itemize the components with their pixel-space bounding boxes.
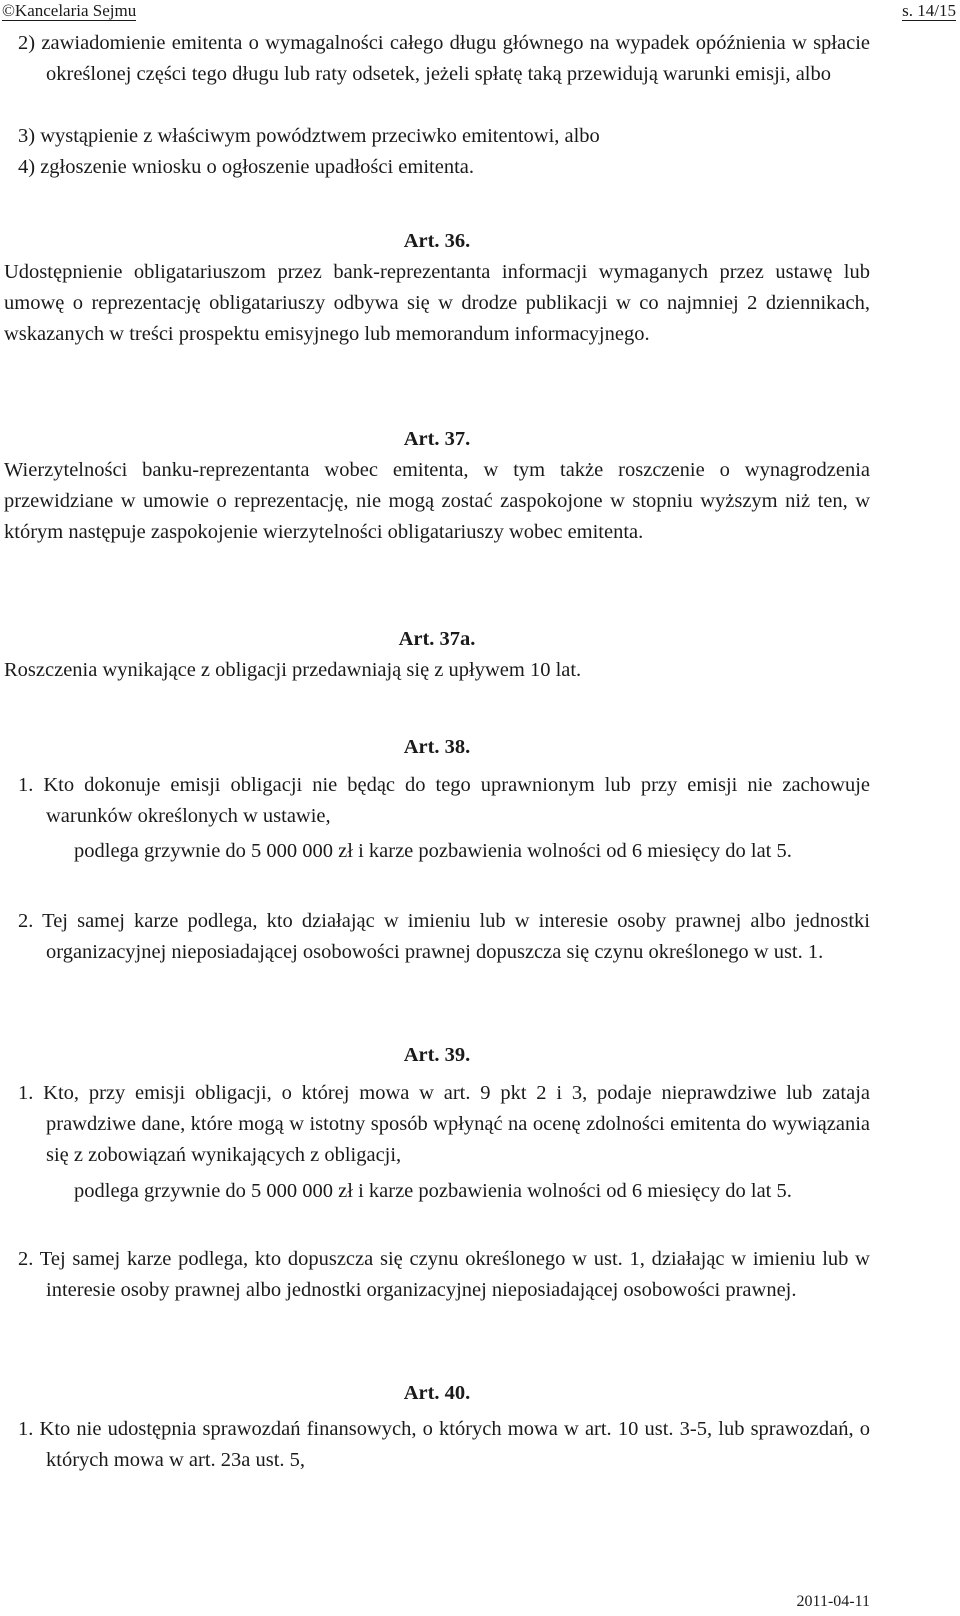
article-38-sanction: podlega grzywnie do 5 000 000 zł i karze pozbawienia wolności od 6 miesięcy do lat 5. xyxy=(74,840,792,862)
article-38-paragraph-2: 2. Tej samej karze podlega, kto działając w imieniu lub w interesie osoby prawnej albo jednostki organizacyjnej nieposiadającej osobowości prawnej dopuszcza się czynu określonego w ust. 1. xyxy=(18,910,870,963)
header-page-number: s. 14/15 xyxy=(902,1,956,20)
list-item: 2) zawiadomienie emitenta o wymagalności całego długu głównego na wypadek opóźnienia w spłacie określonej części tego długu lub raty odsetek, jeżeli spłatę taką przewidują warunki emisji, albo xyxy=(18,32,870,85)
article-40-paragraph-1: 1. Kto nie udostępnia sprawozdań finansowych, o których mowa w art. 10 ust. 3-5, lub sprawozdań, o których mowa w art. 23a ust. 5, xyxy=(18,1418,870,1471)
article-text-37: Wierzytelności banku-reprezentanta wobec emitenta, w tym także roszczenie o wynagrodzenia przewidziane w umowie o reprezentację, nie mogą zostać zaspokojone w stopniu wyższym niż ten, w którym następuje zaspokojenie wierzytelności obligatariuszy wobec emitenta. xyxy=(4,459,870,543)
article-38-paragraph-1: 1. Kto dokonuje emisji obligacji nie będąc do tego uprawnionym lub przy emisji nie zachowuje warunków określonych w ustawie, xyxy=(18,774,870,827)
article-39-paragraph-1: 1. Kto, przy emisji obligacji, o której mowa w art. 9 pkt 2 i 3, podaje nieprawdziwe lub zataja prawdziwe dane, które mogą w istotny sposób wpłynąć na ocenę zdolności emitenta do wywiązania się z zobowiązań wynikających z obligacji, xyxy=(18,1082,870,1166)
article-39-sanction: podlega grzywnie do 5 000 000 zł i karze pozbawienia wolności od 6 miesięcy do lat 5. xyxy=(74,1180,792,1202)
article-heading-37a: Art. 37a. xyxy=(398,628,476,650)
article-heading-38: Art. 38. xyxy=(403,736,471,758)
article-heading-40: Art. 40. xyxy=(403,1382,471,1404)
article-39-paragraph-2: 2. Tej samej karze podlega, kto dopuszcza się czynu określonego w ust. 1, działając w imieniu lub w interesie osoby prawnej albo jednostki organizacyjnej nieposiadającej osobowości prawnej. xyxy=(18,1248,870,1301)
header-source: ©Kancelaria Sejmu xyxy=(2,1,137,20)
article-text-36: Udostępnienie obligatariuszom przez bank-reprezentanta informacji wymaganych przez ustawę lub umowę o reprezentację obligatariuszy odbywa się w drodze publikacji w co najmniej 2 dziennikach, wskazanych w treści prospektu emisyjnego lub memorandum informacyjnego. xyxy=(4,261,870,345)
article-text-37a: Roszczenia wynikające z obligacji przedawniają się z upływem 10 lat. xyxy=(4,659,582,681)
list-item: 3) wystąpienie z właściwym powództwem przeciwko emitentowi, albo xyxy=(18,125,600,147)
list-item: 4) zgłoszenie wniosku o ogłoszenie upadłości emitenta. xyxy=(18,156,475,178)
footer-date: 2011-04-11 xyxy=(796,1593,870,1610)
article-heading-37: Art. 37. xyxy=(403,428,471,450)
article-heading-39: Art. 39. xyxy=(403,1044,471,1066)
article-heading-36: Art. 36. xyxy=(403,230,471,252)
